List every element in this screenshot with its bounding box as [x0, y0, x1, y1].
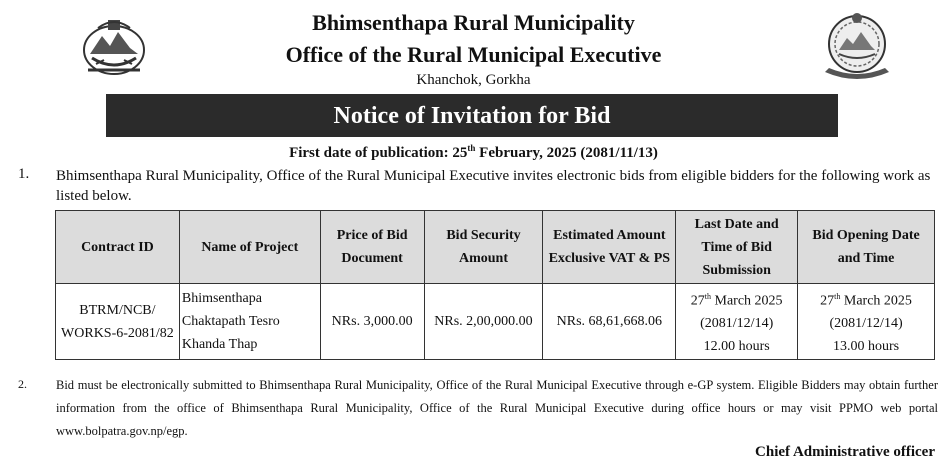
header-price: Price of Bid Document: [320, 211, 424, 284]
cell-project: Bhimsenthapa Chaktapath Tesro Khanda Thap: [179, 284, 320, 360]
paragraph-number: 1.: [18, 166, 30, 182]
header-project: Name of Project: [179, 211, 320, 284]
cell-estimate: NRs. 68,61,668.06: [543, 284, 676, 360]
header-opening-date: Bid Opening Date and Time: [798, 211, 935, 284]
notice-title: Notice of Invitation for Bid: [106, 94, 838, 137]
office-location: Khanchok, Gorkha: [416, 72, 531, 88]
header-security: Bid Security Amount: [424, 211, 543, 284]
intro-paragraph: Bhimsenthapa Rural Municipality, Office of the Rural Municipal Executive invites electronic bids from eligible bidders for the following work as listed below.: [56, 168, 931, 204]
header-last-date: Last Date and Time of Bid Submission: [676, 211, 798, 284]
table-row: [56, 284, 935, 360]
table-header-row: [56, 211, 935, 284]
header-estimate: Estimated Amount Exclusive VAT & PS: [543, 211, 676, 284]
cell-security: NRs. 2,00,000.00: [424, 284, 543, 360]
office-name: Office of the Rural Municipal Executive: [285, 42, 662, 67]
cell-last-date: 27th March 2025 (2081/12/14) 12.00 hours: [676, 284, 798, 360]
bid-table: [55, 210, 935, 360]
header-contract-id: Contract ID: [56, 211, 180, 284]
cell-contract-id: BTRM/NCB/ WORKS-6-2081/82: [56, 284, 180, 360]
municipality-name: Bhimsenthapa Rural Municipality: [312, 10, 635, 35]
publication-date: First date of publication: 25th February, 2025 (2081/11/13): [289, 143, 658, 161]
submission-paragraph: Bid must be electronically submitted to Bhimsenthapa Rural Municipality, Office of the Rural Municipal Executive through e-GP system. Eligible Bidders may obtain further information from the office of Bhimsenthapa Rural Municipality, Office of the Rural Municipal Executive during office hours or may visit PPMO web portal www.bolpatra.gov.np/egp.: [56, 378, 938, 438]
cell-opening-date: 27th March 2025 (2081/12/14) 13.00 hours: [798, 284, 935, 360]
signature-title: Chief Administrative officer: [755, 444, 935, 460]
paragraph-number: 2.: [18, 377, 27, 391]
cell-price: NRs. 3,000.00: [320, 284, 424, 360]
